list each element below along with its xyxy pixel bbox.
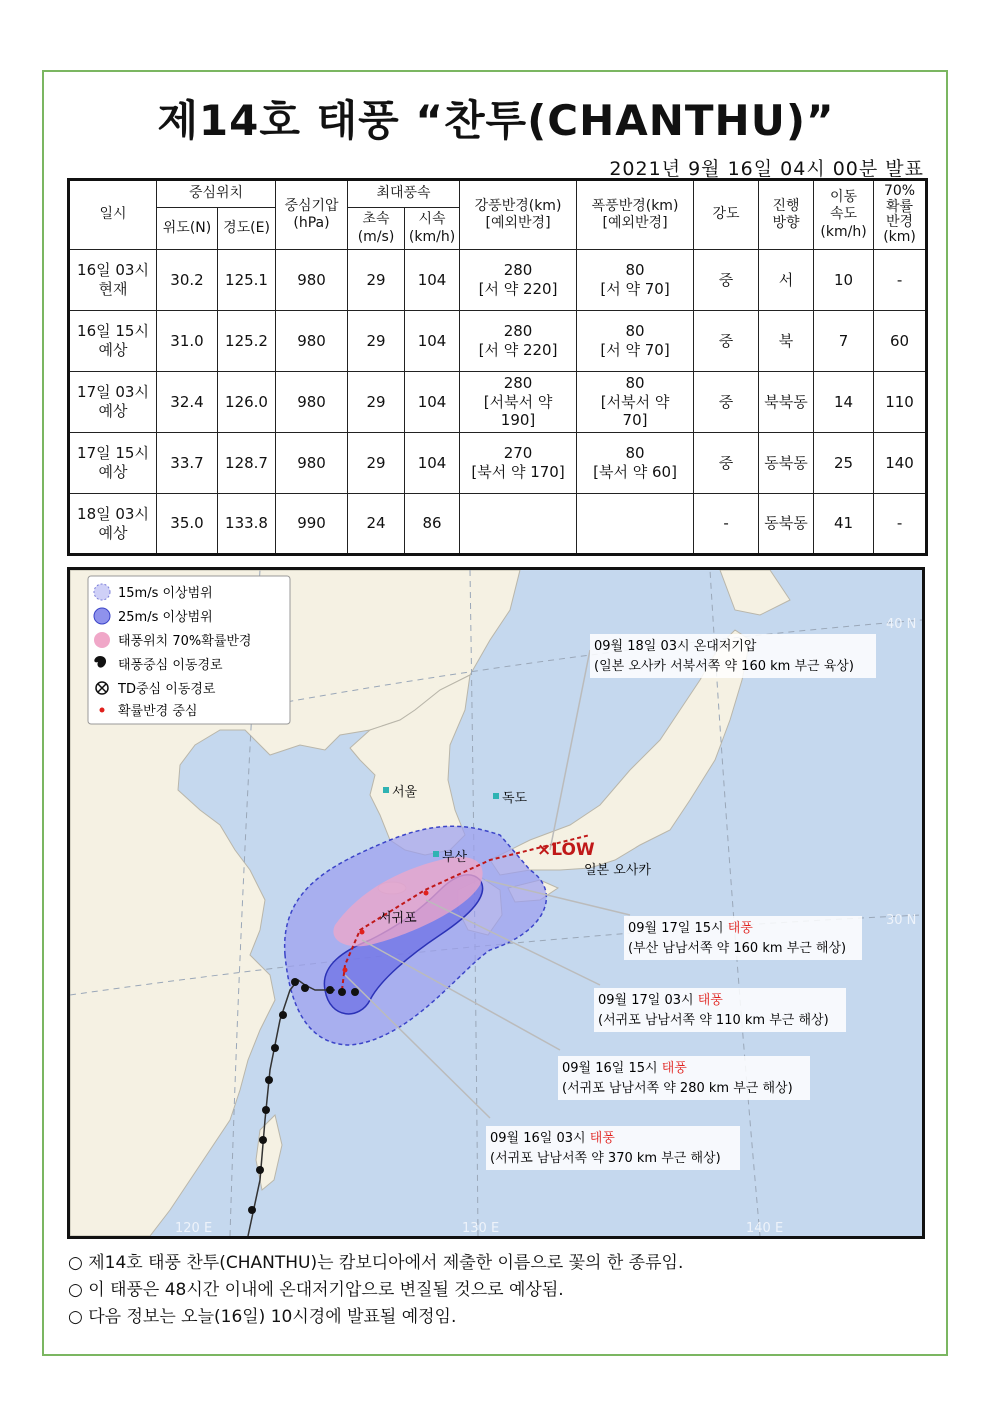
annotation-0916-15 (558, 1056, 810, 1100)
cell-kmh: 86 (405, 494, 460, 555)
cell-pressure: 990 (276, 494, 348, 555)
cell-direction: 북북동 (759, 372, 814, 433)
track-point (248, 1206, 256, 1214)
header-pressure: 중심기압 (hPa) (276, 180, 348, 250)
cell-lon: 128.7 (218, 433, 276, 494)
cell-direction: 동북동 (759, 433, 814, 494)
cell-gale: 280 [서 약 220] (460, 311, 577, 372)
legend-prob-center-icon (100, 708, 105, 713)
cell-pressure: 980 (276, 372, 348, 433)
cell-time: 16일 03시 현재 (69, 250, 157, 311)
header-gale: 강풍반경(km) [예외반경] (460, 180, 577, 250)
cell-storm: 80 [서북서 약 70] (577, 372, 694, 433)
cell-storm: 80 [서 약 70] (577, 250, 694, 311)
marker-dokdo (493, 793, 499, 799)
header-lon: 경도(E) (218, 208, 276, 250)
cell-prob: 60 (874, 311, 927, 372)
header-speed: 이동 속도 (km/h) (814, 180, 874, 250)
cell-speed: 10 (814, 250, 874, 311)
label-busan: 부산 (442, 850, 468, 865)
cell-storm: 80 [서 약 70] (577, 311, 694, 372)
svg-text:09월 17일 03시 태풍: 09월 17일 03시 태풍 (598, 993, 723, 1008)
track-point (291, 978, 299, 986)
table-row (69, 372, 927, 433)
cell-storm (577, 494, 694, 555)
cell-gale: 270 [북서 약 170] (460, 433, 577, 494)
track-point (351, 988, 359, 996)
track-point (301, 984, 309, 992)
cell-pressure: 980 (276, 250, 348, 311)
svg-text:09월 18일 03시 온대저기압: 09월 18일 03시 온대저기압 (594, 639, 757, 654)
svg-text:09월 16일 03시 태풍: 09월 16일 03시 태풍 (490, 1131, 615, 1146)
cell-prob: 110 (874, 372, 927, 433)
legend-15ms-icon (94, 584, 110, 600)
cell-lon: 133.8 (218, 494, 276, 555)
svg-text:(일본 오사카 서북서쪽 약 160 km 부근 육상): (일본 오사카 서북서쪽 약 160 km 부근 육상) (594, 659, 854, 674)
annotation-0917-15 (624, 916, 862, 960)
table-row (69, 494, 927, 555)
note-item: ○ 제14호 태풍 찬투(CHANTHU)는 캄보디아에서 제출한 이름으로 꽃의 한 종류임. (68, 1253, 684, 1273)
cell-ms: 29 (348, 250, 405, 311)
svg-text:(서귀포 남남서쪽 약 110 km 부근 해상): (서귀포 남남서쪽 약 110 km 부근 해상) (598, 1013, 829, 1028)
svg-text:(서귀포 남남서쪽 약 370 km 부근 해상): (서귀포 남남서쪽 약 370 km 부근 해상) (490, 1151, 721, 1166)
cell-intensity: 중 (694, 433, 759, 494)
prob-center (360, 930, 365, 935)
cell-lon: 125.1 (218, 250, 276, 311)
table-row (69, 433, 927, 494)
issue-time: 2021년 9월 16일 04시 00분 발표 (609, 158, 924, 180)
cell-lat: 31.0 (157, 311, 218, 372)
track-point (279, 1011, 287, 1019)
track-point (256, 1166, 264, 1174)
track-point (262, 1106, 270, 1114)
cell-direction: 북 (759, 311, 814, 372)
cell-lon: 126.0 (218, 372, 276, 433)
map-legend (88, 576, 290, 724)
cell-lat: 33.7 (157, 433, 218, 494)
annotation-0917-03 (594, 988, 846, 1032)
header-lat: 위도(N) (157, 208, 218, 250)
svg-text:TD중심 이동경로: TD중심 이동경로 (118, 682, 216, 697)
grid-label-130e: 130 E (462, 1221, 500, 1236)
land-japan-hokkaido (720, 570, 790, 615)
header-kmh: 시속 (km/h) (405, 208, 460, 250)
label-seogwipo: 서귀포 (379, 911, 417, 926)
cell-speed: 41 (814, 494, 874, 555)
cell-speed: 14 (814, 372, 874, 433)
cell-pressure: 980 (276, 433, 348, 494)
cell-kmh: 104 (405, 433, 460, 494)
cell-kmh: 104 (405, 250, 460, 311)
table-row (69, 311, 927, 372)
cell-kmh: 104 (405, 372, 460, 433)
annotation-0918 (590, 634, 876, 678)
grid-label-40n: 40 N (886, 617, 917, 632)
cell-lat: 35.0 (157, 494, 218, 555)
cell-gale: 280 [서북서 약 190] (460, 372, 577, 433)
svg-text:확률반경 중심: 확률반경 중심 (118, 704, 198, 719)
notes (68, 1250, 683, 1331)
cell-lat: 30.2 (157, 250, 218, 311)
cell-direction: 동북동 (759, 494, 814, 555)
cell-prob: - (874, 494, 927, 555)
svg-text:태풍위치 70%확률반경: 태풍위치 70%확률반경 (118, 634, 252, 649)
cell-prob: 140 (874, 433, 927, 494)
cell-ms: 29 (348, 311, 405, 372)
header-center: 중심위치 (157, 180, 276, 208)
header-time: 일시 (69, 180, 157, 250)
label-low: ×LOW (537, 840, 595, 860)
svg-text:태풍중심 이동경로: 태풍중심 이동경로 (118, 658, 223, 673)
cell-intensity: - (694, 494, 759, 555)
header-ms: 초속 (m/s) (348, 208, 405, 250)
marker-busan (433, 851, 439, 857)
header-intensity: 강도 (694, 180, 759, 250)
svg-text:09월 17일 15시 태풍: 09월 17일 15시 태풍 (628, 921, 753, 936)
page-title: 제14호 태풍 “찬투(CHANTHU)” (157, 96, 835, 145)
cell-time: 17일 15시 예상 (69, 433, 157, 494)
cell-lon: 125.2 (218, 311, 276, 372)
cell-ms: 24 (348, 494, 405, 555)
track-point (265, 1076, 273, 1084)
cell-ms: 29 (348, 372, 405, 433)
cell-intensity: 중 (694, 372, 759, 433)
cell-speed: 7 (814, 311, 874, 372)
svg-text:15m/s 이상범위: 15m/s 이상범위 (118, 586, 213, 601)
grid-label-140e: 140 E (746, 1221, 784, 1236)
cell-pressure: 980 (276, 311, 348, 372)
svg-text:09월 16일 15시 태풍: 09월 16일 15시 태풍 (562, 1061, 687, 1076)
cell-time: 18일 03시 예상 (69, 494, 157, 555)
header-prob: 70% 확률 반경 (km) (874, 180, 927, 250)
grid-label-30n: 30 N (886, 913, 917, 928)
header-direction: 진행 방향 (759, 180, 814, 250)
cell-time: 17일 03시 예상 (69, 372, 157, 433)
typhoon-forecast-table (67, 178, 928, 556)
cell-kmh: 104 (405, 311, 460, 372)
prob-center (343, 968, 348, 973)
cell-speed: 25 (814, 433, 874, 494)
track-point (271, 1044, 279, 1052)
note-item: ○ 이 태풍은 48시간 이내에 온대저기압으로 변질될 것으로 예상됨. (68, 1280, 564, 1300)
cell-prob: - (874, 250, 927, 311)
header-storm: 폭풍반경(km) [예외반경] (577, 180, 694, 250)
cell-direction: 서 (759, 250, 814, 311)
cell-intensity: 중 (694, 250, 759, 311)
cell-gale: 280 [서 약 220] (460, 250, 577, 311)
cell-ms: 29 (348, 433, 405, 494)
annotation-0916-03 (486, 1126, 740, 1170)
grid-label-120e: 120 E (175, 1221, 213, 1236)
note-item: ○ 다음 정보는 오늘(16일) 10시경에 발표될 예정임. (68, 1307, 457, 1327)
svg-text:(부산 남남서쪽 약 160 km 부근 해상): (부산 남남서쪽 약 160 km 부근 해상) (628, 941, 847, 956)
typhoon-track-map (67, 567, 925, 1239)
header-maxwind: 최대풍속 (348, 180, 460, 208)
cell-lat: 32.4 (157, 372, 218, 433)
legend-prob-icon (94, 632, 110, 648)
marker-seoul (383, 787, 389, 793)
legend-25ms-icon (94, 608, 110, 624)
label-dokdo: 독도 (502, 791, 528, 806)
track-point (259, 1136, 267, 1144)
label-osaka: 일본 오사카 (584, 863, 651, 878)
cell-gale (460, 494, 577, 555)
track-point (338, 988, 346, 996)
svg-text:25m/s 이상범위: 25m/s 이상범위 (118, 610, 213, 625)
cell-storm: 80 [북서 약 60] (577, 433, 694, 494)
label-seoul: 서울 (392, 785, 418, 800)
track-point (326, 986, 334, 994)
cell-time: 16일 15시 예상 (69, 311, 157, 372)
svg-text:(서귀포 남남서쪽 약 280 km 부근 해상): (서귀포 남남서쪽 약 280 km 부근 해상) (562, 1081, 793, 1096)
prob-center (424, 891, 429, 896)
table-row (69, 250, 927, 311)
cell-intensity: 중 (694, 311, 759, 372)
